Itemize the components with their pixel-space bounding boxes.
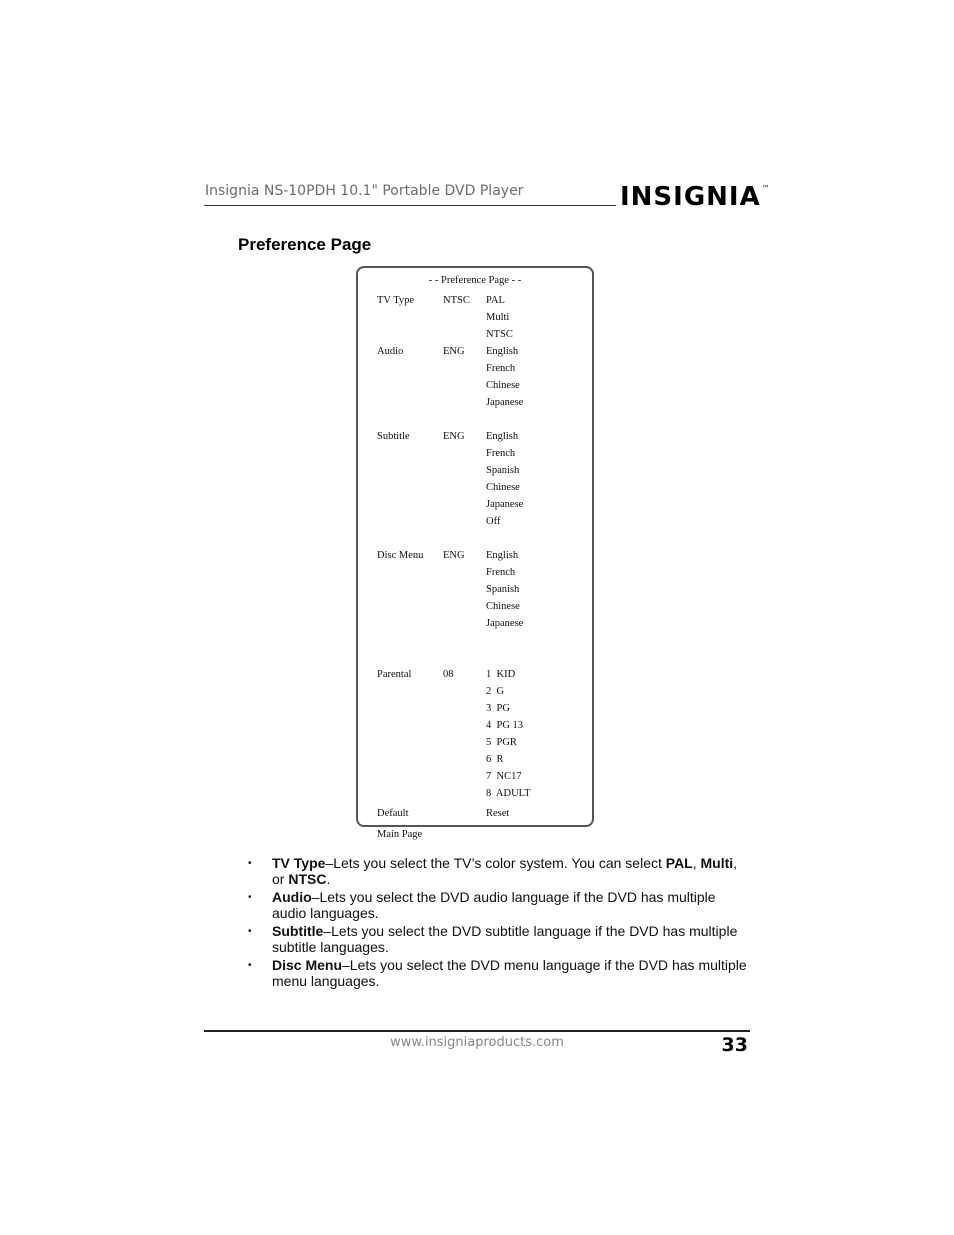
menu-row-option: 3 PG — [486, 703, 510, 714]
menu-row-option: Spanish — [486, 584, 520, 595]
menu-row-option: 4 PG 13 — [486, 720, 524, 731]
bullet-term: TV Type — [272, 855, 326, 871]
menu-row-label: Default — [377, 808, 409, 820]
menu-row-option: 5 PGR — [486, 737, 517, 748]
bullet-text: –Lets you select the TV’s color system. You can select — [325, 855, 666, 871]
menu-row-label: TV Type — [377, 295, 415, 306]
menu-title: - - Preference Page - - — [428, 275, 522, 286]
menu-row-option: English — [486, 431, 519, 442]
menu-row-option: French — [486, 567, 516, 578]
preference-menu-diagram — [356, 266, 594, 840]
footer-divider — [204, 1030, 750, 1032]
menu-row-current-value: 08 — [443, 669, 454, 680]
menu-row-current-value: ENG — [443, 346, 465, 357]
bullet-marker: • — [248, 960, 252, 971]
bullet-marker: • — [248, 926, 252, 937]
menu-row-option: English — [486, 346, 519, 357]
bullet-text: –Lets you select the DVD subtitle language if the DVD has multiple subtitle languages. — [272, 923, 738, 955]
header-divider — [204, 205, 616, 206]
menu-row-option: Japanese — [486, 397, 524, 408]
bullet-term: Audio — [272, 889, 312, 905]
menu-row-option: 1 KID — [486, 669, 516, 680]
menu-row-current-value: ENG — [443, 550, 465, 561]
insignia-logo — [620, 182, 771, 212]
section-heading: Preference Page — [238, 235, 372, 254]
bullet-text: –Lets you select the DVD audio language if the DVD has multiple audio languages. — [272, 889, 716, 921]
logo-text: INSIGNIA — [620, 182, 761, 212]
bullet-item — [248, 958, 753, 989]
menu-row-option: Japanese — [486, 618, 524, 629]
menu-row-option: Spanish — [486, 465, 520, 476]
menu-row-label: Audio — [377, 346, 404, 357]
menu-row-option: Chinese — [486, 482, 520, 493]
menu-row-label: Parental — [377, 669, 412, 680]
menu-row-option: 8 ADULT — [486, 788, 531, 799]
menu-row-option: PAL — [486, 295, 505, 306]
bullet-text: , or — [272, 855, 738, 887]
document-header-title: Insignia NS-10PDH 10.1" Portable DVD Player — [205, 183, 524, 199]
menu-row-option: Chinese — [486, 601, 520, 612]
menu-row-option: Chinese — [486, 380, 520, 391]
bullet-option-keyword: Multi — [700, 855, 734, 871]
bullet-item — [248, 890, 753, 921]
menu-row-label: Disc Menu — [377, 550, 424, 561]
menu-row-option: Japanese — [486, 499, 524, 510]
menu-row-option: 6 R — [486, 754, 504, 765]
menu-row-option: Multi — [486, 312, 510, 323]
bullet-item — [248, 924, 753, 955]
bullet-list — [248, 856, 753, 992]
menu-row-option: 7 NC17 — [486, 771, 522, 782]
bullet-option-keyword: PAL — [665, 855, 693, 871]
menu-row-option: Off — [486, 516, 501, 527]
bullet-text: . — [326, 870, 331, 887]
menu-row-label: Subtitle — [377, 431, 410, 442]
bullet-option-keyword: NTSC — [288, 870, 327, 887]
menu-row-option: NTSC — [486, 329, 513, 340]
bullet-item — [248, 856, 753, 887]
menu-row-current-value: NTSC — [443, 295, 470, 306]
trademark-symbol: ™ — [761, 184, 771, 193]
menu-row-current-value: ENG — [443, 431, 465, 442]
bullet-text: –Lets you select the DVD menu language if the DVD has multiple menu languages. — [272, 957, 747, 989]
menu-row-label: Main Page — [377, 828, 423, 840]
menu-row-option: English — [486, 550, 519, 561]
bullet-term: Subtitle — [272, 923, 324, 939]
bullet-term: Disc Menu — [272, 957, 343, 973]
bullet-text: , — [692, 855, 701, 871]
menu-row-option: Reset — [486, 808, 510, 820]
menu-row-option: 2 G — [486, 686, 505, 697]
menu-row-option: French — [486, 363, 516, 374]
bullet-marker: • — [248, 892, 252, 903]
menu-row-option: French — [486, 448, 516, 459]
bullet-marker: • — [248, 858, 252, 869]
page-number: 33 — [721, 1034, 748, 1056]
footer-url: www.insigniaproducts.com — [390, 1035, 564, 1050]
